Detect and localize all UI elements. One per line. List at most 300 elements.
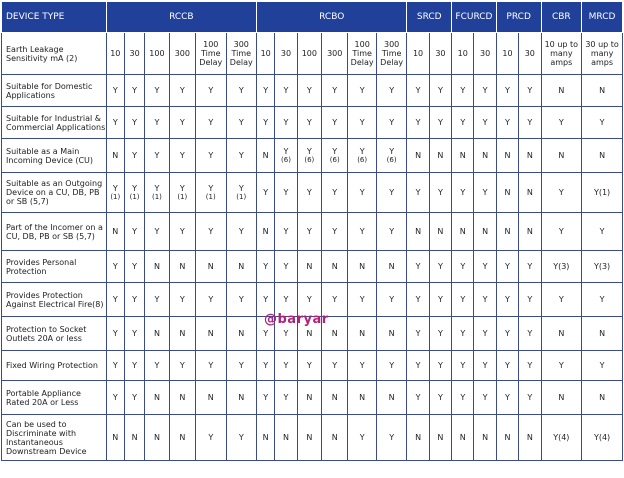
- row-label: Fixed Wiring Protection: [2, 351, 107, 381]
- table-cell: [407, 213, 429, 251]
- cell-value: Y: [283, 329, 289, 338]
- cell-value: Y: [154, 184, 160, 193]
- table-cell: [519, 415, 541, 461]
- cell-value: N: [482, 433, 489, 442]
- table-cell: [106, 213, 124, 251]
- cell-value: Y: [527, 118, 533, 127]
- sensitivity-cell: 10 up to many amps: [541, 33, 582, 75]
- cell-value: Y: [389, 188, 395, 197]
- cell-value: Y(3): [593, 262, 611, 271]
- cell-value: N: [331, 262, 338, 271]
- sensitivity-cell: 10: [106, 33, 124, 75]
- cell-value: Y: [132, 151, 138, 160]
- cell-value: N: [526, 433, 533, 442]
- cell-value: N: [526, 188, 533, 197]
- sensitivity-cell: 10: [496, 33, 518, 75]
- table-cell: [124, 283, 144, 317]
- cell-value: Y: [238, 361, 244, 370]
- table-cell: [582, 213, 623, 251]
- table-cell: [226, 107, 257, 139]
- cell-value: Y: [154, 361, 160, 370]
- cell-value: Y: [482, 188, 488, 197]
- table-cell: [541, 173, 582, 213]
- cell-value: Y: [437, 118, 443, 127]
- table-cell: [474, 173, 496, 213]
- table-cell: [169, 415, 195, 461]
- cell-value: Y: [599, 295, 605, 304]
- cell-value: Y: [415, 361, 421, 370]
- sensitivity-cell: 30: [519, 33, 541, 75]
- table-cell: [429, 317, 451, 351]
- cell-value: Y: [132, 295, 138, 304]
- cell-value: N: [112, 433, 119, 442]
- table-cell: [582, 75, 623, 107]
- header-rccb: RCCB: [106, 2, 256, 33]
- cell-value: Y: [283, 147, 289, 156]
- cell-value: N: [504, 433, 511, 442]
- table-cell: [169, 173, 195, 213]
- table-cell: [348, 351, 376, 381]
- cell-value: N: [153, 393, 160, 402]
- cell-value: Y: [154, 118, 160, 127]
- cell-value: Y: [359, 86, 365, 95]
- cell-value: Y: [389, 227, 395, 236]
- table-cell: [196, 317, 226, 351]
- table-cell: [322, 139, 348, 173]
- table-cell: [474, 415, 496, 461]
- cell-value: Y: [482, 118, 488, 127]
- table-cell: [582, 173, 623, 213]
- table-cell: [452, 283, 474, 317]
- table-cell: [169, 107, 195, 139]
- cell-value: Y: [238, 118, 244, 127]
- cell-value: N: [153, 262, 160, 271]
- cell-value: Y: [208, 227, 214, 236]
- table-cell: [145, 317, 169, 351]
- cell-value: N: [558, 393, 565, 402]
- cell-value: N: [359, 262, 366, 271]
- table-cell: [169, 283, 195, 317]
- cell-value: N: [599, 86, 606, 95]
- table-cell: [106, 173, 124, 213]
- cell-value: N: [459, 227, 466, 236]
- table-cell: [124, 139, 144, 173]
- row-label: Portable Appliance Rated 20A or Less: [2, 381, 107, 415]
- table-cell: [196, 351, 226, 381]
- table-row: [2, 415, 623, 461]
- table-cell: [196, 415, 226, 461]
- cell-value: Y: [359, 361, 365, 370]
- cell-value: N: [504, 151, 511, 160]
- table-cell: [322, 107, 348, 139]
- cell-value: N: [207, 393, 214, 402]
- table-cell: [226, 173, 257, 213]
- table-cell: [519, 75, 541, 107]
- cell-value: Y: [389, 118, 395, 127]
- cell-value: Y: [482, 86, 488, 95]
- cell-value: N: [238, 393, 245, 402]
- cell-value: Y: [460, 86, 466, 95]
- table-cell: [145, 251, 169, 283]
- cell-value: N: [526, 227, 533, 236]
- cell-value: Y: [179, 361, 185, 370]
- table-cell: [429, 107, 451, 139]
- cell-value: N: [526, 151, 533, 160]
- cell-value: Y: [332, 118, 338, 127]
- cell-value: Y: [263, 329, 269, 338]
- header-fcurcd: FCURCD: [452, 2, 497, 33]
- table-row: [2, 139, 623, 173]
- cell-value: N: [262, 433, 269, 442]
- table-cell: [376, 139, 407, 173]
- table-cell: [196, 213, 226, 251]
- table-cell: [257, 351, 275, 381]
- cell-value: Y: [306, 86, 312, 95]
- cell-value: Y: [415, 393, 421, 402]
- cell-value: Y: [132, 227, 138, 236]
- row-label: Provides Personal Protection: [2, 251, 107, 283]
- table-cell: [226, 351, 257, 381]
- table-cell: [429, 139, 451, 173]
- table-cell: [106, 283, 124, 317]
- table-cell: [196, 173, 226, 213]
- table-cell: [496, 251, 518, 283]
- cell-value: N: [262, 151, 269, 160]
- table-cell: [169, 139, 195, 173]
- sensitivity-cell: 300 Time Delay: [226, 33, 257, 75]
- cell-value: Y: [389, 361, 395, 370]
- table-cell: [145, 381, 169, 415]
- cell-value: Y: [283, 361, 289, 370]
- table-cell: [275, 173, 297, 213]
- cell-value: Y: [482, 295, 488, 304]
- table-cell: [348, 251, 376, 283]
- cell-value: Y: [359, 295, 365, 304]
- cell-value: N: [504, 227, 511, 236]
- table-cell: [297, 139, 321, 173]
- table-cell: [429, 283, 451, 317]
- table-cell: [496, 381, 518, 415]
- table-cell: [348, 283, 376, 317]
- sensitivity-cell: 300: [169, 33, 195, 75]
- cell-value: Y: [460, 118, 466, 127]
- cell-value: Y: [112, 262, 118, 271]
- table-cell: [106, 75, 124, 107]
- cell-value: Y: [154, 295, 160, 304]
- sensitivity-row: [2, 33, 623, 75]
- table-cell: [582, 139, 623, 173]
- cell-value: Y: [238, 86, 244, 95]
- row-label: Suitable for Domestic Applications: [2, 75, 107, 107]
- table-cell: [275, 351, 297, 381]
- table-cell: [322, 381, 348, 415]
- table-row: [2, 173, 623, 213]
- cell-value: Y: [599, 118, 605, 127]
- cell-value: Y: [112, 361, 118, 370]
- table-cell: [407, 75, 429, 107]
- table-cell: [297, 415, 321, 461]
- cell-value: Y: [415, 262, 421, 271]
- cell-value: N: [179, 393, 186, 402]
- cell-value: Y: [179, 86, 185, 95]
- table-cell: [226, 213, 257, 251]
- cell-value: N: [262, 227, 269, 236]
- table-cell: [407, 351, 429, 381]
- cell-value: Y: [263, 361, 269, 370]
- cell-value: Y: [263, 188, 269, 197]
- table-cell: [145, 415, 169, 461]
- cell-value: N: [331, 433, 338, 442]
- table-cell: [541, 415, 582, 461]
- sensitivity-cell: 100 Time Delay: [348, 33, 376, 75]
- cell-value: Y: [112, 295, 118, 304]
- cell-value: Y: [482, 262, 488, 271]
- table-cell: [124, 213, 144, 251]
- table-cell: [275, 251, 297, 283]
- cell-value: Y: [415, 329, 421, 338]
- cell-value: Y: [527, 393, 533, 402]
- table-cell: [582, 351, 623, 381]
- cell-value: N: [415, 151, 422, 160]
- cell-value: N: [179, 433, 186, 442]
- cell-value: Y: [460, 262, 466, 271]
- cell-value: Y: [179, 118, 185, 127]
- table-cell: [226, 283, 257, 317]
- table-cell: [452, 173, 474, 213]
- cell-value: Y: [527, 329, 533, 338]
- table-cell: [376, 107, 407, 139]
- table-cell: [541, 213, 582, 251]
- cell-value: N: [437, 433, 444, 442]
- cell-value: Y: [558, 188, 564, 197]
- table-cell: [452, 317, 474, 351]
- cell-value: N: [238, 329, 245, 338]
- table-cell: [407, 107, 429, 139]
- table-cell: [582, 381, 623, 415]
- table-cell: [407, 139, 429, 173]
- table-cell: [275, 381, 297, 415]
- table-row: [2, 107, 623, 139]
- cell-value: Y: [558, 295, 564, 304]
- table-cell: [452, 75, 474, 107]
- cell-value: N: [504, 188, 511, 197]
- cell-value: Y: [389, 433, 395, 442]
- cell-value: Y: [263, 393, 269, 402]
- table-cell: [541, 317, 582, 351]
- table-cell: [541, 381, 582, 415]
- row-label: Suitable for Industrial & Commercial Applications: [2, 107, 107, 139]
- cell-value: Y: [505, 295, 510, 304]
- sensitivity-cell: 10: [452, 33, 474, 75]
- cell-value: Y: [527, 86, 533, 95]
- cell-value: Y: [112, 393, 118, 402]
- cell-value: Y: [208, 118, 214, 127]
- sensitivity-cell: 300: [322, 33, 348, 75]
- table-cell: [376, 213, 407, 251]
- table-cell: [226, 317, 257, 351]
- cell-value: Y: [238, 184, 244, 193]
- cell-footnote: (1): [110, 193, 121, 201]
- table-cell: [474, 381, 496, 415]
- table-cell: [429, 351, 451, 381]
- table-cell: [496, 415, 518, 461]
- table-cell: [169, 351, 195, 381]
- cell-value: Y: [306, 295, 312, 304]
- cell-value: Y: [132, 361, 138, 370]
- table-row: [2, 75, 623, 107]
- table-cell: [541, 139, 582, 173]
- table-row: [2, 381, 623, 415]
- table-cell: [297, 351, 321, 381]
- cell-value: Y: [208, 184, 214, 193]
- cell-value: N: [599, 329, 606, 338]
- cell-value: Y: [332, 361, 338, 370]
- cell-value: Y: [437, 262, 443, 271]
- cell-value: Y: [112, 184, 118, 193]
- cell-value: Y: [527, 295, 533, 304]
- table-cell: [519, 283, 541, 317]
- cell-value: Y: [132, 262, 138, 271]
- cell-value: Y: [208, 433, 214, 442]
- cell-value: Y: [482, 393, 488, 402]
- sensitivity-label: Earth Leakage Sensitivity mA (2): [2, 33, 107, 75]
- table-body: [2, 33, 623, 461]
- table-cell: [541, 283, 582, 317]
- cell-value: Y: [208, 361, 214, 370]
- header-mrcd: MRCD: [582, 2, 623, 33]
- cell-value: Y: [306, 188, 312, 197]
- table-cell: [474, 283, 496, 317]
- cell-value: Y: [263, 118, 269, 127]
- row-label: Part of the Incomer on a CU, DB, PB or SB (5,7): [2, 213, 107, 251]
- cell-value: N: [437, 151, 444, 160]
- cell-value: N: [388, 393, 395, 402]
- table-cell: [145, 283, 169, 317]
- table-cell: [106, 415, 124, 461]
- cell-value: Y: [415, 118, 421, 127]
- cell-value: Y: [359, 147, 365, 156]
- table-cell: [429, 415, 451, 461]
- cell-footnote: (6): [304, 156, 315, 164]
- cell-footnote: (6): [329, 156, 340, 164]
- table-cell: [348, 139, 376, 173]
- cell-value: N: [306, 329, 313, 338]
- row-label: Provides Protection Against Electrical Fire(8): [2, 283, 107, 317]
- table-cell: [348, 75, 376, 107]
- cell-value: Y: [154, 151, 160, 160]
- table-row: [2, 251, 623, 283]
- cell-value: Y: [283, 86, 289, 95]
- cell-value: Y: [359, 227, 365, 236]
- table-cell: [376, 317, 407, 351]
- row-label: Can be used to Discriminate with Instantaneous Downstream Device: [2, 415, 107, 461]
- table-cell: [348, 317, 376, 351]
- sensitivity-cell: 300 Time Delay: [376, 33, 407, 75]
- table-cell: [297, 213, 321, 251]
- table-cell: [582, 283, 623, 317]
- cell-value: Y: [132, 184, 138, 193]
- table-cell: [541, 251, 582, 283]
- table-cell: [196, 139, 226, 173]
- table-cell: [452, 139, 474, 173]
- table-cell: [496, 283, 518, 317]
- cell-value: Y: [437, 361, 443, 370]
- sensitivity-cell: 30: [275, 33, 297, 75]
- table-cell: [257, 173, 275, 213]
- table-cell: [496, 213, 518, 251]
- table-cell: [452, 251, 474, 283]
- cell-value: Y: [389, 295, 395, 304]
- table-cell: [452, 351, 474, 381]
- sensitivity-cell: 30: [474, 33, 496, 75]
- table-cell: [257, 251, 275, 283]
- sensitivity-cell: 100 Time Delay: [196, 33, 226, 75]
- cell-value: Y: [332, 147, 338, 156]
- cell-value: N: [179, 329, 186, 338]
- table-cell: [106, 139, 124, 173]
- table-cell: [496, 139, 518, 173]
- cell-value: Y: [179, 295, 185, 304]
- cell-value: Y: [359, 433, 365, 442]
- sensitivity-cell: 10: [407, 33, 429, 75]
- table-cell: [519, 381, 541, 415]
- cell-value: Y: [359, 188, 365, 197]
- cell-value: Y: [208, 151, 214, 160]
- cell-value: N: [558, 86, 565, 95]
- table-cell: [124, 415, 144, 461]
- table-cell: [196, 251, 226, 283]
- table-cell: [376, 381, 407, 415]
- cell-value: Y: [460, 295, 466, 304]
- cell-value: Y: [359, 118, 365, 127]
- table-cell: [452, 107, 474, 139]
- table-cell: [474, 107, 496, 139]
- table-cell: [407, 317, 429, 351]
- sensitivity-cell: 30 up to many amps: [582, 33, 623, 75]
- cell-value: N: [112, 151, 119, 160]
- cell-value: Y: [238, 295, 244, 304]
- header-prcd: PRCD: [496, 2, 541, 33]
- table-cell: [376, 173, 407, 213]
- row-label: Protection to Socket Outlets 20A or less: [2, 317, 107, 351]
- cell-value: Y: [460, 188, 466, 197]
- cell-value: Y: [154, 227, 160, 236]
- table-cell: [297, 75, 321, 107]
- table-cell: [474, 139, 496, 173]
- cell-value: Y: [437, 295, 443, 304]
- cell-value: Y: [415, 86, 421, 95]
- table-cell: [145, 351, 169, 381]
- cell-value: Y: [558, 118, 564, 127]
- cell-value: Y: [505, 86, 510, 95]
- cell-value: Y: [389, 147, 395, 156]
- cell-value: Y: [132, 86, 138, 95]
- table-cell: [582, 317, 623, 351]
- table-cell: [348, 381, 376, 415]
- cell-value: N: [459, 433, 466, 442]
- cell-value: Y: [332, 188, 338, 197]
- table-cell: [429, 75, 451, 107]
- header-row: [2, 2, 623, 33]
- sensitivity-cell: 30: [124, 33, 144, 75]
- header-device-type: DEVICE TYPE: [2, 2, 107, 33]
- cell-value: Y: [482, 329, 488, 338]
- table-cell: [226, 251, 257, 283]
- table-cell: [124, 381, 144, 415]
- table-cell: [297, 251, 321, 283]
- cell-value: Y: [238, 433, 244, 442]
- cell-value: Y: [332, 86, 338, 95]
